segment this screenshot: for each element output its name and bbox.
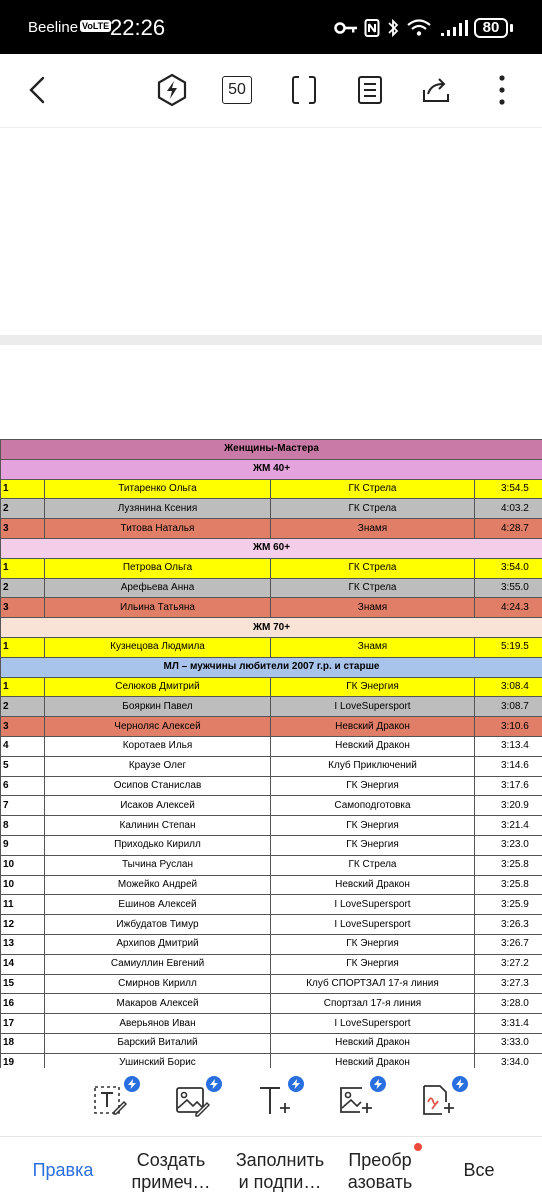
fullscreen-button[interactable]	[284, 70, 324, 110]
name-cell: Самиуллин Евгений	[45, 954, 271, 974]
time-cell: 5:19.5	[475, 637, 542, 657]
name-cell: Калинин Степан	[45, 816, 271, 836]
time-cell: 3:13.4	[475, 736, 542, 756]
document-toolbar	[0, 54, 542, 128]
category-header-row	[1, 459, 542, 479]
place-cell: 16	[1, 994, 45, 1014]
results-table	[0, 439, 542, 1068]
category-title: ЖМ 70+	[1, 618, 542, 638]
club-cell: ГК Энергия	[271, 934, 475, 954]
nav-convert[interactable]	[342, 1149, 418, 1193]
club-cell: Спортзал 17-я линия	[271, 994, 475, 1014]
add-signature-tool[interactable]	[420, 1082, 464, 1126]
club-cell: ГК Энергия	[271, 677, 475, 697]
table-row	[1, 717, 542, 737]
table-row	[1, 677, 542, 697]
volte-badge: VoLTE	[82, 21, 110, 31]
place-cell: 1	[1, 558, 45, 578]
place-cell: 17	[1, 1014, 45, 1034]
club-cell: I LoveSupersport	[271, 1014, 475, 1034]
table-row	[1, 558, 542, 578]
nav-annotate[interactable]	[126, 1149, 216, 1193]
add-text-icon	[256, 1082, 292, 1118]
bolt-icon	[452, 1076, 468, 1092]
name-cell: Архипов Дмитрий	[45, 934, 271, 954]
wifi-icon	[406, 18, 432, 44]
time-cell: 3:27.2	[475, 954, 542, 974]
more-options-button[interactable]	[482, 70, 522, 110]
club-cell: Знамя	[271, 598, 475, 618]
table-row	[1, 1053, 542, 1068]
category-title: Женщины-Мастера	[1, 440, 542, 460]
name-cell: Барский Виталий	[45, 1033, 271, 1053]
status-bar	[0, 0, 542, 54]
category-header-row	[1, 538, 542, 558]
time-cell: 3:08.4	[475, 677, 542, 697]
nav-fill-sign[interactable]	[230, 1149, 330, 1193]
time-cell: 4:28.7	[475, 519, 542, 539]
time-cell: 3:31.4	[475, 1014, 542, 1034]
nav-edit[interactable]	[30, 1159, 96, 1181]
place-cell: 3	[1, 519, 45, 539]
table-row	[1, 578, 542, 598]
name-cell: Ильина Татьяна	[45, 598, 271, 618]
bolt-icon	[288, 1076, 304, 1092]
results-table-body	[1, 440, 542, 1069]
table-row	[1, 855, 542, 875]
place-cell: 6	[1, 776, 45, 796]
place-cell: 10	[1, 855, 45, 875]
text-box-tool[interactable]	[92, 1082, 136, 1126]
time-cell: 3:08.7	[475, 697, 542, 717]
category-header-row	[1, 440, 542, 460]
category-title: ЖМ 60+	[1, 538, 542, 558]
text-box-icon	[92, 1082, 128, 1118]
name-cell: Арефьева Анна	[45, 578, 271, 598]
bolt-icon	[370, 1076, 386, 1092]
nav-all-label: Все	[463, 1160, 495, 1180]
chevron-left-icon	[26, 75, 50, 105]
table-row	[1, 954, 542, 974]
nav-convert-line2: азовать	[347, 1172, 413, 1192]
table-row	[1, 519, 542, 539]
place-cell: 14	[1, 954, 45, 974]
add-image-icon	[338, 1082, 374, 1118]
image-edit-tool[interactable]	[174, 1082, 218, 1126]
zoom-label: 50	[222, 76, 252, 104]
club-cell: Невский Дракон	[271, 717, 475, 737]
time-cell: 3:14.6	[475, 756, 542, 776]
club-cell: Знамя	[271, 519, 475, 539]
name-cell: Титаренко Ольга	[45, 479, 271, 499]
time-cell: 3:27.3	[475, 974, 542, 994]
table-row	[1, 1014, 542, 1034]
club-cell: ГК Стрела	[271, 578, 475, 598]
club-cell: Клуб СПОРТЗАЛ 17-я линия	[271, 974, 475, 994]
status-icons	[334, 18, 484, 40]
place-cell: 13	[1, 934, 45, 954]
time-cell: 3:54.0	[475, 558, 542, 578]
club-cell: ГК Энергия	[271, 835, 475, 855]
time-cell: 3:20.9	[475, 796, 542, 816]
place-cell: 2	[1, 697, 45, 717]
club-cell: Невский Дракон	[271, 875, 475, 895]
table-row	[1, 816, 542, 836]
category-title: МЛ – мужчины любители 2007 г.р. и старше	[1, 657, 542, 677]
nav-annotate-line1: Создать	[136, 1150, 206, 1170]
table-row	[1, 974, 542, 994]
table-row	[1, 736, 542, 756]
bolt-icon	[206, 1076, 222, 1092]
name-cell: Осипов Станислав	[45, 776, 271, 796]
name-cell: Ешинов Алексей	[45, 895, 271, 915]
category-header-row	[1, 657, 542, 677]
category-header-row	[1, 618, 542, 638]
table-row	[1, 835, 542, 855]
club-cell: ГК Энергия	[271, 954, 475, 974]
name-cell: Краузе Олег	[45, 756, 271, 776]
time-cell: 3:21.4	[475, 816, 542, 836]
name-cell: Макаров Алексей	[45, 994, 271, 1014]
name-cell: Приходько Кирилл	[45, 835, 271, 855]
place-cell: 2	[1, 578, 45, 598]
table-row	[1, 915, 542, 935]
club-cell: I LoveSupersport	[271, 895, 475, 915]
club-cell: ГК Стрела	[271, 558, 475, 578]
place-cell: 3	[1, 717, 45, 737]
bluetooth-icon	[386, 18, 400, 44]
club-cell: Знамя	[271, 637, 475, 657]
place-cell: 15	[1, 974, 45, 994]
table-row	[1, 994, 542, 1014]
time-cell: 3:10.6	[475, 717, 542, 737]
time-cell: 3:17.6	[475, 776, 542, 796]
place-cell: 19	[1, 1053, 45, 1068]
table-row	[1, 875, 542, 895]
table-row	[1, 776, 542, 796]
nfc-icon	[364, 18, 380, 44]
club-cell: Самоподготовка	[271, 796, 475, 816]
time-cell: 3:54.5	[475, 479, 542, 499]
club-cell: ГК Стрела	[271, 855, 475, 875]
place-cell: 4	[1, 736, 45, 756]
notification-dot	[414, 1143, 422, 1151]
place-cell: 3	[1, 598, 45, 618]
name-cell: Черноляс Алексей	[45, 717, 271, 737]
club-cell: Невский Дракон	[271, 1033, 475, 1053]
time-cell: 3:55.0	[475, 578, 542, 598]
time-cell: 3:28.0	[475, 994, 542, 1014]
battery-tip	[510, 24, 513, 32]
nav-annotate-line2: примеч…	[131, 1172, 211, 1192]
share-icon	[421, 75, 451, 105]
time-cell: 4:03.2	[475, 499, 542, 519]
nav-fill-line2: и подпи…	[238, 1172, 322, 1192]
place-cell: 1	[1, 479, 45, 499]
place-cell: 1	[1, 677, 45, 697]
share-button[interactable]	[416, 70, 456, 110]
name-cell: Тычина Руслан	[45, 855, 271, 875]
bolt-icon	[124, 1076, 140, 1092]
place-cell: 12	[1, 915, 45, 935]
zoom-button[interactable]	[217, 70, 257, 110]
carrier-name: Beeline	[28, 19, 79, 36]
reading-mode-button[interactable]	[350, 70, 390, 110]
time-cell: 3:33.0	[475, 1033, 542, 1053]
club-cell: Невский Дракон	[271, 736, 475, 756]
table-row	[1, 598, 542, 618]
clock: 22:26	[110, 15, 166, 40]
table-row	[1, 697, 542, 717]
time-cell: 3:25.9	[475, 895, 542, 915]
time-cell: 3:25.8	[475, 875, 542, 895]
more-vertical-icon	[498, 74, 506, 106]
place-cell: 1	[1, 637, 45, 657]
club-cell: Невский Дракон	[271, 1053, 475, 1068]
category-title: ЖМ 40+	[1, 459, 542, 479]
signal-icon	[440, 18, 468, 44]
name-cell: Бояркин Павел	[45, 697, 271, 717]
document-icon	[357, 75, 383, 105]
name-cell: Селюков Дмитрий	[45, 677, 271, 697]
table-row	[1, 637, 542, 657]
time-cell: 3:26.7	[475, 934, 542, 954]
club-cell: ГК Стрела	[271, 499, 475, 519]
quick-tools-row	[0, 1068, 542, 1136]
name-cell: Смирнов Кирилл	[45, 974, 271, 994]
page-separator	[0, 335, 542, 345]
name-cell: Можейко Андрей	[45, 875, 271, 895]
time-cell: 4:24.3	[475, 598, 542, 618]
nav-convert-line1: Преобр	[348, 1150, 412, 1170]
place-cell: 2	[1, 499, 45, 519]
bottom-navigation	[0, 1136, 542, 1200]
document-view[interactable]	[0, 128, 542, 1068]
back-button[interactable]	[18, 70, 58, 110]
club-cell: ГК Энергия	[271, 816, 475, 836]
table-row	[1, 756, 542, 776]
nav-all[interactable]	[456, 1159, 502, 1181]
place-cell: 7	[1, 796, 45, 816]
place-cell: 8	[1, 816, 45, 836]
nav-edit-label: Правка	[32, 1160, 94, 1180]
club-cell: I LoveSupersport	[271, 697, 475, 717]
hexagon-bolt-icon	[156, 73, 188, 107]
name-cell: Петрова Ольга	[45, 558, 271, 578]
club-cell: Клуб Приключений	[271, 756, 475, 776]
time-cell: 3:25.8	[475, 855, 542, 875]
image-edit-icon	[174, 1082, 210, 1118]
add-image-tool[interactable]	[338, 1082, 382, 1126]
name-cell: Ижбудатов Тимур	[45, 915, 271, 935]
club-cell: ГК Энергия	[271, 776, 475, 796]
table-row	[1, 479, 542, 499]
name-cell: Лузянина Ксения	[45, 499, 271, 519]
table-row	[1, 934, 542, 954]
place-cell: 5	[1, 756, 45, 776]
fullscreen-icon	[291, 75, 317, 105]
name-cell: Коротаев Илья	[45, 736, 271, 756]
place-cell: 18	[1, 1033, 45, 1053]
battery-icon: 80	[474, 18, 508, 38]
club-cell: I LoveSupersport	[271, 915, 475, 935]
table-row	[1, 499, 542, 519]
club-cell: ГК Стрела	[271, 479, 475, 499]
time-cell: 3:23.0	[475, 835, 542, 855]
place-cell: 11	[1, 895, 45, 915]
time-cell: 3:26.3	[475, 915, 542, 935]
name-cell: Аверьянов Иван	[45, 1014, 271, 1034]
table-row	[1, 796, 542, 816]
place-cell: 9	[1, 835, 45, 855]
nav-fill-line1: Заполнить	[235, 1150, 325, 1170]
name-cell: Исаков Алексей	[45, 796, 271, 816]
signature-document-icon	[420, 1082, 456, 1118]
table-row	[1, 895, 542, 915]
time-cell: 3:34.0	[475, 1053, 542, 1068]
place-cell: 10	[1, 875, 45, 895]
key-icon	[334, 18, 358, 44]
table-row	[1, 1033, 542, 1053]
ai-assistant-button[interactable]	[152, 70, 192, 110]
name-cell: Кузнецова Людмила	[45, 637, 271, 657]
add-text-tool[interactable]	[256, 1082, 300, 1126]
name-cell: Титова Наталья	[45, 519, 271, 539]
name-cell: Ушинский Борис	[45, 1053, 271, 1068]
